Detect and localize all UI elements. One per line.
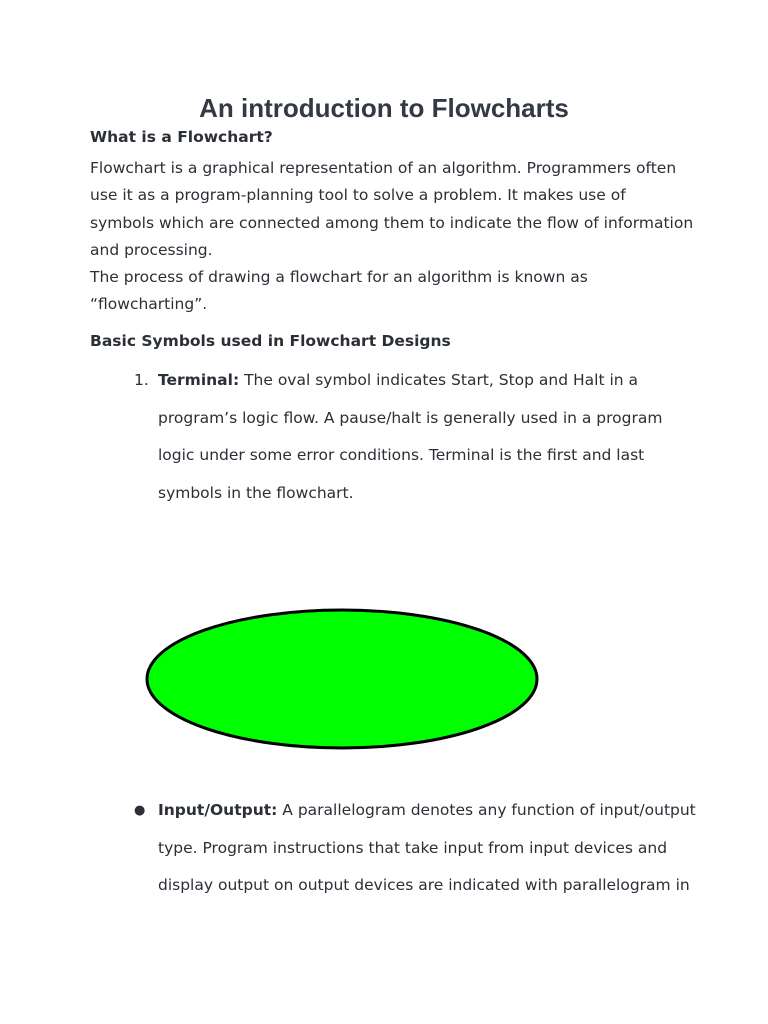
- io-text: A parallelogram denotes any function of input/output: [277, 801, 696, 819]
- bullet-marker: ●: [134, 803, 146, 818]
- intro-line: Flowchart is a graphical representation of an algorithm. Programmers often: [90, 159, 677, 177]
- intro-line: and processing.: [90, 240, 213, 259]
- terminal-list-item: [158, 362, 662, 512]
- terminal-oval-svg: [140, 604, 544, 756]
- what-is-heading: What is a Flowchart?: [90, 128, 273, 146]
- terminal-text: The oval symbol indicates Start, Stop and Halt in a: [239, 371, 639, 389]
- list-number: 1.: [134, 371, 149, 389]
- terminal-line: [158, 362, 662, 400]
- terminal-line: program’s logic flow. A pause/halt is generally used in a program: [158, 408, 663, 427]
- io-line: display output on output devices are indicated with parallelogram in: [158, 876, 690, 894]
- intro-line: use it as a program-planning tool to solve a problem. It makes use of: [90, 186, 626, 205]
- terminal-oval-shape: [147, 610, 537, 748]
- terminal-label: Terminal:: [158, 371, 240, 389]
- io-label: Input/Output:: [158, 801, 278, 819]
- io-list-item: [158, 792, 696, 905]
- intro-line: “flowcharting”.: [90, 295, 208, 314]
- intro-line: The process of drawing a flowchart for an algorithm is known as: [90, 268, 588, 287]
- terminal-oval-figure: [140, 604, 544, 756]
- terminal-line: logic under some error conditions. Terminal is the first and last: [158, 446, 645, 464]
- terminal-line: symbols in the flowchart.: [158, 483, 354, 502]
- intro-line: symbols which are connected among them to indicate the flow of information: [90, 213, 694, 232]
- page-title: An introduction to Flowcharts: [199, 93, 569, 123]
- io-line: [158, 792, 696, 830]
- io-line: type. Program instructions that take input from input devices and: [158, 838, 668, 857]
- symbols-heading: Basic Symbols used in Flowchart Designs: [90, 332, 451, 350]
- intro-paragraph: [90, 155, 694, 319]
